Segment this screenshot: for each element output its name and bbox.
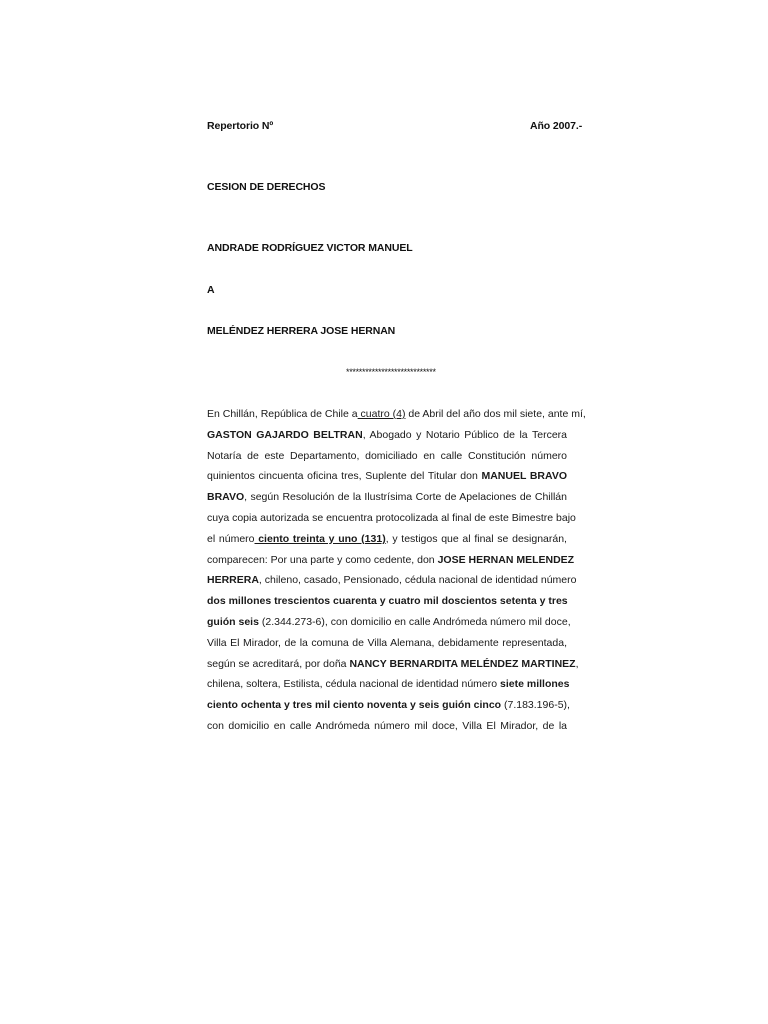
body-line: con domicilio en calle Andrómeda número mil doce, Villa El Mirador, de la [207,719,567,732]
cedente-name-cont: HERRERA [207,574,259,587]
body-line [207,425,567,446]
body-line: Notaría de este Departamento, domiciliado en calle Constitución número [207,449,567,462]
underlined-date: cuatro (4) [357,408,406,420]
year-label: Año 2007.- [530,120,583,132]
text-run: el número [207,532,255,545]
id-words-2: siete millones [500,678,570,691]
document-title: CESION DE DERECHOS [207,181,326,193]
body-line-id-words: dos millones trescientos cuarenta y cuatro mil doscientos setenta y tres [207,595,568,608]
text-run: , según Resolución de la Ilustrísima Corte de Apelaciones de Chillán [244,491,567,504]
body-line [207,654,579,675]
text-run: , Abogado y Notario Público de la Tercera [362,428,567,441]
cedente-name: JOSE HERNAN MELENDEZ [437,553,575,566]
text-run: (2.344.273-6), con domicilio en calle Andrómeda número mil doce, [258,615,571,628]
body-line [207,466,567,487]
text-run: quinientos cincuenta oficina tres, Suplente del Titular don [207,470,482,483]
body-line [207,487,567,508]
deed-body [207,404,586,737]
party-connector: A [207,284,215,296]
body-line [207,404,586,425]
body-line [207,550,575,571]
text-run: de Abril del año dos mil siete, ante mí, [405,408,586,420]
party-one-name: ANDRADE RODRÍGUEZ VICTOR MANUEL [207,242,413,254]
titular-name: MANUEL BRAVO [481,470,567,483]
text-run: según se acreditará, por doña [207,657,350,670]
body-line [207,529,567,550]
notary-name: GASTON GAJARDO BELTRAN [207,428,363,441]
id-words-2-cont: ciento ochenta y tres mil ciento noventa y seis guión cinco [207,699,502,712]
text-run: chilena, soltera, Estilista, cédula nacional de identidad número [207,678,501,691]
text-run: (7.183.196-5), [501,699,570,712]
party-two-name: MELÉNDEZ HERRERA JOSE HERNAN [207,325,396,337]
text-run: comparecen: Por una parte y como cedente, don [207,553,438,566]
text-run: , y testigos que al final se designarán, [385,532,567,545]
body-line [207,570,577,591]
representative-name: NANCY BERNARDITA MELÉNDEZ MARTINEZ [349,657,576,670]
resolution-number: ciento treinta y uno (131) [254,532,386,545]
id-words-cont: guión seis [207,615,259,628]
body-line: cuya copia autorizada se encuentra protocolizada al final de este Bimestre bajo [207,511,576,524]
body-line [207,695,570,716]
body-line: Villa El Mirador, de la comuna de Villa Alemana, debidamente representada, [207,636,567,649]
text-run: , [575,657,579,670]
repertorio-label: Repertorio Nº [207,120,274,132]
text-run: En Chillán, República de Chile a [207,408,358,420]
separator-asterisks: **************************** [346,367,436,377]
text-run: , chileno, casado, Pensionado, cédula nacional de identidad número [258,574,577,587]
titular-name-cont: BRAVO [207,491,245,504]
body-line [207,674,570,695]
body-line [207,612,571,633]
